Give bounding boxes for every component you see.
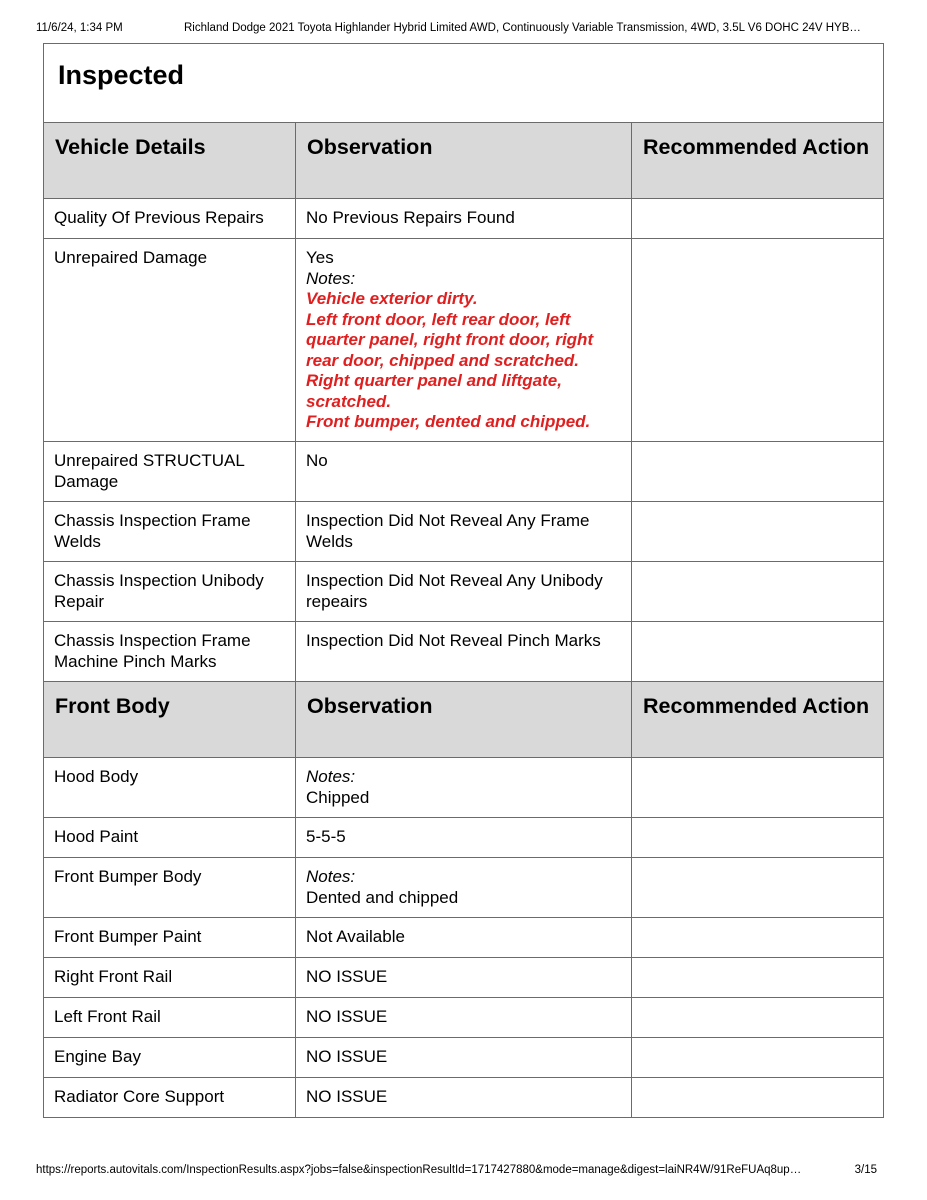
column-header-item: Vehicle Details	[44, 123, 296, 199]
row-observation	[296, 858, 632, 918]
damage-note: Front bumper, dented and chipped.	[306, 412, 591, 431]
row-recommended-action	[632, 1078, 884, 1118]
notes-label: Notes:	[306, 268, 356, 288]
row-observation	[296, 758, 632, 818]
section-header-vehicle-details	[44, 123, 884, 199]
row-recommended-action	[632, 502, 884, 562]
damage-note: Left front door, left rear door, left quarter panel, right front door, right rear door, chipped and scratched.	[306, 309, 594, 370]
row-item-label: Unrepaired STRUCTUAL Damage	[44, 442, 296, 502]
table-row	[44, 1038, 884, 1078]
notes-label: Notes:	[306, 767, 356, 786]
row-item-label: Unrepaired Damage	[44, 239, 296, 442]
row-item-label: Front Bumper Paint	[44, 918, 296, 958]
column-header-recommended-action: Recommended Action	[632, 682, 884, 758]
row-observation: No Previous Repairs Found	[296, 199, 632, 239]
table-row	[44, 562, 884, 622]
table-row	[44, 818, 884, 858]
table-row	[44, 958, 884, 998]
table-row	[44, 758, 884, 818]
row-observation: Not Available	[296, 918, 632, 958]
observation-value: Chipped	[306, 787, 370, 807]
row-observation: 5-5-5	[296, 818, 632, 858]
row-recommended-action	[632, 622, 884, 682]
print-page-url[interactable]: https://reports.autovitals.com/InspectionResults.aspx?jobs=false&inspectionResultId=1717427880&mode=manage&digest=laiNR4W/91ReFUAq8up…	[36, 1164, 802, 1176]
table-row	[44, 998, 884, 1038]
row-recommended-action	[632, 562, 884, 622]
column-header-recommended-action: Recommended Action	[632, 123, 884, 199]
inspection-table	[43, 43, 884, 1118]
table-row	[44, 858, 884, 918]
table-row	[44, 442, 884, 502]
row-recommended-action	[632, 758, 884, 818]
table-row	[44, 1078, 884, 1118]
print-footer	[14, 1164, 913, 1176]
row-observation: NO ISSUE	[296, 1038, 632, 1078]
table-row	[44, 239, 884, 442]
table-row	[44, 502, 884, 562]
row-item-label: Hood Body	[44, 758, 296, 818]
row-item-label: Right Front Rail	[44, 958, 296, 998]
damage-note: Right quarter panel and liftgate, scratched.	[306, 371, 562, 411]
row-recommended-action	[632, 958, 884, 998]
row-recommended-action	[632, 1038, 884, 1078]
row-observation	[296, 239, 632, 442]
row-observation: Inspection Did Not Reveal Any Unibody repeairs	[296, 562, 632, 622]
observation-value: Dented and chipped	[306, 887, 459, 907]
print-timestamp: 11/6/24, 1:34 PM	[36, 22, 123, 34]
observation-value: Yes	[306, 248, 334, 267]
row-observation: NO ISSUE	[296, 958, 632, 998]
row-recommended-action	[632, 858, 884, 918]
print-header	[14, 22, 913, 34]
report-title: Inspected	[44, 44, 884, 123]
table-row	[44, 199, 884, 239]
row-observation: Inspection Did Not Reveal Pinch Marks	[296, 622, 632, 682]
row-recommended-action	[632, 998, 884, 1038]
row-item-label: Engine Bay	[44, 1038, 296, 1078]
row-item-label: Chassis Inspection Unibody Repair	[44, 562, 296, 622]
row-item-label: Chassis Inspection Frame Machine Pinch Marks	[44, 622, 296, 682]
row-recommended-action	[632, 918, 884, 958]
table-row	[44, 622, 884, 682]
damage-notes	[306, 289, 621, 433]
print-page-title: Richland Dodge 2021 Toyota Highlander Hybrid Limited AWD, Continuously Variable Transmission, 4WD, 3.5L V6 DOHC 24V HYB…	[184, 22, 861, 34]
row-item-label: Chassis Inspection Frame Welds	[44, 502, 296, 562]
row-item-label: Hood Paint	[44, 818, 296, 858]
row-observation: Inspection Did Not Reveal Any Frame Welds	[296, 502, 632, 562]
column-header-item: Front Body	[44, 682, 296, 758]
table-row	[44, 918, 884, 958]
row-recommended-action	[632, 239, 884, 442]
row-recommended-action	[632, 199, 884, 239]
notes-label: Notes:	[306, 867, 356, 886]
row-observation: NO ISSUE	[296, 1078, 632, 1118]
section-header-front-body	[44, 682, 884, 758]
row-item-label: Front Bumper Body	[44, 858, 296, 918]
row-item-label: Left Front Rail	[44, 998, 296, 1038]
row-item-label: Quality Of Previous Repairs	[44, 199, 296, 239]
row-observation: NO ISSUE	[296, 998, 632, 1038]
row-item-label: Radiator Core Support	[44, 1078, 296, 1118]
print-page-number: 3/15	[854, 1164, 877, 1176]
damage-note: Vehicle exterior dirty.	[306, 289, 478, 308]
row-recommended-action	[632, 818, 884, 858]
row-recommended-action	[632, 442, 884, 502]
row-observation: No	[296, 442, 632, 502]
column-header-observation: Observation	[296, 123, 632, 199]
column-header-observation: Observation	[296, 682, 632, 758]
